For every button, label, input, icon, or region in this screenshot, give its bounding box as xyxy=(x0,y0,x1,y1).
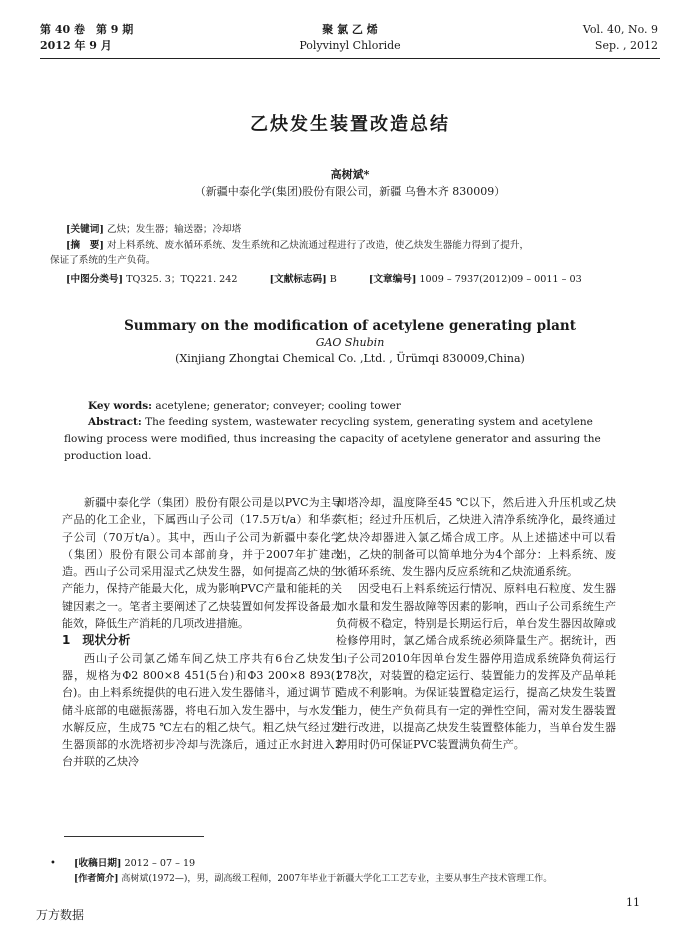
bullet-dot: • xyxy=(50,858,56,869)
abstract-en-line3: production load. xyxy=(64,450,152,462)
author-en: GAO Shubin xyxy=(315,336,385,349)
body-paragraph: 新疆中泰化学（集团）股份有限公司是以PVC为主导产品的化工企业，下属西山子公司（17.5万t/a）和华泰子公司（70万t/a）。其中，西山子公司为新疆中泰化学（集团）股份有限公司本部前身，并于2007年扩建改造。西山子公司采用湿式乙炔发生器，如何提高乙炔的生产能力，保持产能最大化，成为影响PVC产量和能耗的关键因素之一。笔者主要阐述了乙炔装置如何发挥设备最大能效，降低生产消耗的几项改进措施。 xyxy=(62,496,342,631)
watermark-text: 万方数据 xyxy=(36,908,85,922)
body-paragraph: 却塔冷却，温度降至45 ℃以下，然后进入升压机或乙炔气柜；经过升压机后，乙炔进入清净系统净化，最终通过乙炔冷却器进入氯乙烯合成工序。从上述描述中可以看出，乙炔的制备可以简单地分为4个部分：上料系统、废水循环系统、发生器内反应系统和乙炔流通系统。 xyxy=(336,496,616,579)
keywords-cn xyxy=(66,222,656,237)
body-paragraph: 因受电石上料系统运行情况、原料电石粒度、发生器加水量和发生器故障等因素的影响，西山子公司系统生产负荷极不稳定，特别是长期运行后，单台发生器因故障或检修停用时，氯乙烯合成系统必须降量生产。据统计，西山子公司2010年因单台发生器停用造成系统降负荷运行278次，对装置的稳定运行、装置能力的发挥及产品单耗造成不利影响。为保证装置稳定运行，提高乙炔发生装置能力，使生产负荷具有一定的弹性空间，需对发生器装置进行改进，以提高乙炔发生装置整体能力，当单台发生器停用时仍可保证PVC装置满负荷生产。 xyxy=(336,582,616,752)
date-en: Sep. , 2012 xyxy=(594,39,658,52)
date-cn: 2012 年 9 月 xyxy=(40,39,112,52)
author-bio-label: [作者简介] xyxy=(74,874,119,884)
abstract-cn-line1: 对上料系统、废水循环系统、发生系统和乙炔流通过程进行了改造，使乙炔发生器能力得到了提升， xyxy=(106,240,530,251)
keywords-en-text: acetylene; generator; conveyer; cooling tower xyxy=(155,400,401,412)
body-left-column xyxy=(62,494,342,771)
abstract-en-line2: flowing process were modified, thus increasing the capacity of acetylene generator and assuring the xyxy=(64,433,601,445)
abstract-en xyxy=(64,414,646,465)
abstract-en-line1: The feeding system, wastewater recycling system, generating system and acetylene xyxy=(145,416,593,428)
header-right xyxy=(583,22,658,54)
keywords-en-label: Key words: xyxy=(88,400,153,412)
affiliation-cn: （新疆中泰化学(集团)股份有限公司，新疆 乌鲁木齐 830009） xyxy=(194,185,506,198)
keywords-cn-label: [关键词] xyxy=(66,224,104,235)
keywords-cn-text: 乙炔；发生器；输送器；冷却塔 xyxy=(106,224,242,235)
doc-code-value: B xyxy=(329,274,337,285)
body-right-column xyxy=(336,494,616,753)
affiliation-en: (Xinjiang Zhongtai Chemical Co. ,Ltd. , Ürümqi 830009,China) xyxy=(175,352,525,365)
classification xyxy=(66,272,656,287)
footnote-rule xyxy=(64,836,204,837)
volume-cn: 第 40 卷 第 9 期 xyxy=(40,23,134,36)
keywords-en xyxy=(88,398,670,415)
abstract-en-label: Abstract: xyxy=(88,416,142,428)
abstract-cn-label: [摘 要] xyxy=(66,240,104,251)
journal-en: Polyvinyl Chloride xyxy=(299,39,401,52)
article-no-value: 1009 – 7937(2012)09 – 0011 – 03 xyxy=(419,274,582,285)
clc-value: TQ325. 3；TQ221. 242 xyxy=(126,274,238,285)
body-paragraph: 西山子公司氯乙烯车间乙炔工序共有6台乙炔发生器，规格为Φ2 800×8 451(5台)和Φ3 200×8 893(1台)。由上料系统提供的电石进入发生器储斗，通过调节下储斗底部的电磁振荡器，将电石加入发生器中，与水发生水解反应，生成75 ℃左右的粗乙炔气。粗乙炔气经过发生器顶部的水洗塔初步冷却与洗涤后，通过正水封进入2台并联的乙炔冷 xyxy=(62,651,342,769)
volume-en: Vol. 40, No. 9 xyxy=(582,23,658,36)
footnote-received xyxy=(74,856,674,871)
received-label: [收稿日期] xyxy=(74,858,122,869)
abstract-cn xyxy=(50,238,656,268)
title-cn: 乙炔发生装置改造总结 xyxy=(250,114,450,135)
author-bio-value: 高树斌(1972—)，男，副高级工程师，2007年毕业于新疆大学化工工艺专业，主要从事生产技术管理工作。 xyxy=(121,874,553,884)
received-value: 2012 – 07 – 19 xyxy=(124,858,196,869)
clc-label: [中图分类号] xyxy=(66,274,124,285)
abstract-cn-line2: 保证了系统的生产负荷。 xyxy=(50,255,156,266)
page-number: 11 xyxy=(626,896,640,909)
title-en: Summary on the modification of acetylene generating plant xyxy=(124,318,576,334)
doc-code-label: [文献标志码] xyxy=(269,274,327,285)
article-no-label: [文章编号] xyxy=(368,274,417,285)
footnote-author xyxy=(74,872,674,887)
header-rule xyxy=(40,58,660,59)
author-cn: 高树斌* xyxy=(330,168,370,181)
section-heading: 1 现状分析 xyxy=(62,633,131,648)
journal-cn: 聚 氯 乙 烯 xyxy=(322,23,378,36)
